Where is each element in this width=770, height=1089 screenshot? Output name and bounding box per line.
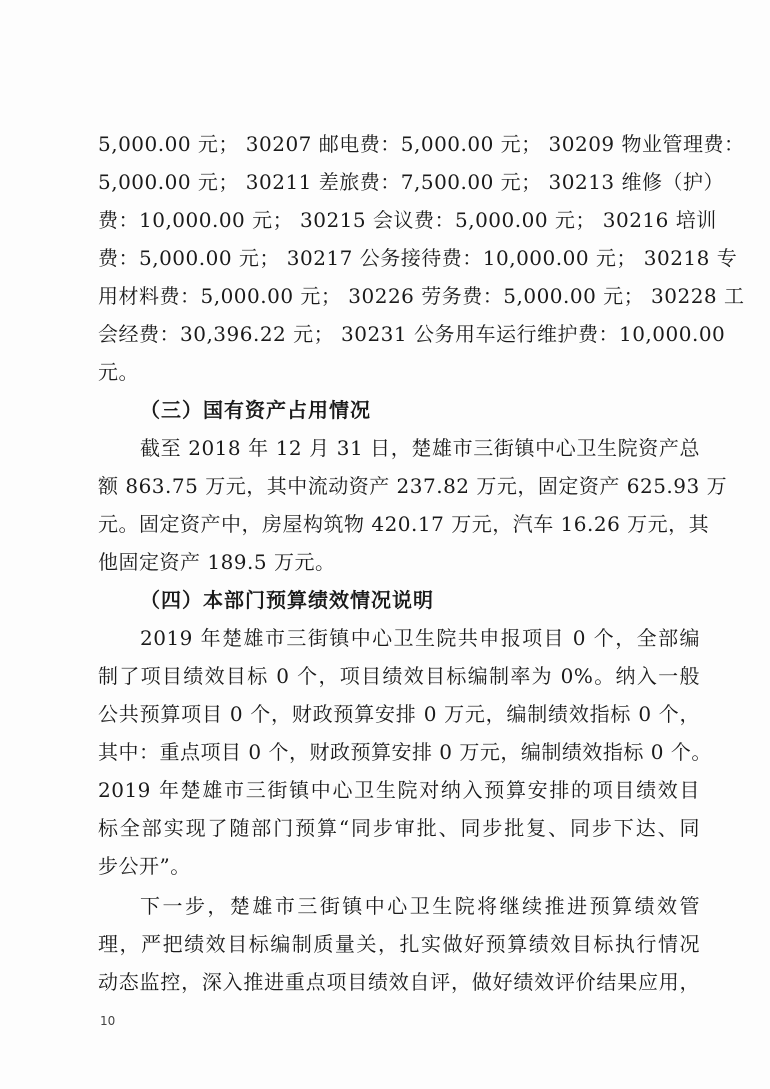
paragraph1-line-6: 会经费：30,396.22 元； 30231 公务用车运行维护费：10,000.00: [98, 322, 726, 346]
paragraph1-line-5: 用材料费：5,000.00 元； 30226 劳务费：5,000.00 元； 30228 工: [98, 284, 745, 308]
next-step-line-3: 动态监控，深入推进重点项目绩效自评，做好绩效评价结果应用，: [98, 970, 700, 994]
section3-line-1: 截至 2018 年 12 月 31 日，楚雄市三街镇中心卫生院资产总: [140, 436, 700, 460]
section3-line-2: 额 863.75 万元，其中流动资产 237.82 万元，固定资产 625.93 万: [98, 474, 728, 498]
section4-heading: （四）本部门预算绩效情况说明: [140, 588, 434, 612]
paragraph1-line-1: 5,000.00 元； 30207 邮电费：5,000.00 元； 30209 物业管理费：: [98, 132, 745, 156]
paragraph1-line-2: 5,000.00 元； 30211 差旅费：7,500.00 元； 30213 维修（护）: [98, 170, 725, 194]
next-step-line-1: 下一步，楚雄市三街镇中心卫生院将继续推进预算绩效管: [140, 894, 700, 918]
page-number: 10: [100, 1014, 116, 1028]
section4-line-1: 2019 年楚雄市三街镇中心卫生院共申报项目 0 个，全部编: [140, 626, 700, 650]
section4-line-6: 标全部实现了随部门预算“同步审批、同步批复、同步下达、同: [98, 816, 700, 840]
section3-line-4: 他固定资产 189.5 万元。: [98, 550, 336, 574]
section4-line-4: 其中：重点项目 0 个，财政预算安排 0 万元，编制绩效指标 0 个。: [98, 740, 712, 764]
section4-line-7: 步公开”。: [98, 854, 191, 878]
section4-line-3: 公共预算项目 0 个，财政预算安排 0 万元，编制绩效指标 0 个，: [98, 702, 700, 726]
next-step-line-2: 理，严把绩效目标编制质量关，扎实做好预算绩效目标执行情况: [98, 932, 700, 956]
section3-line-3: 元。固定资产中，房屋构筑物 420.17 万元，汽车 16.26 万元，其: [98, 512, 710, 536]
section4-line-2: 制了项目绩效目标 0 个，项目绩效目标编制率为 0%。纳入一般: [98, 664, 700, 688]
paragraph1-line-7: 元。: [98, 360, 139, 384]
paragraph1-line-3: 费：10,000.00 元； 30215 会议费：5,000.00 元； 30216 培训: [98, 208, 717, 232]
paragraph1-line-4: 费：5,000.00 元； 30217 公务接待费：10,000.00 元； 30218 专: [98, 246, 738, 270]
section3-heading: （三）国有资产占用情况: [140, 398, 371, 422]
section4-line-5: 2019 年楚雄市三街镇中心卫生院对纳入预算安排的项目绩效目: [98, 778, 700, 802]
